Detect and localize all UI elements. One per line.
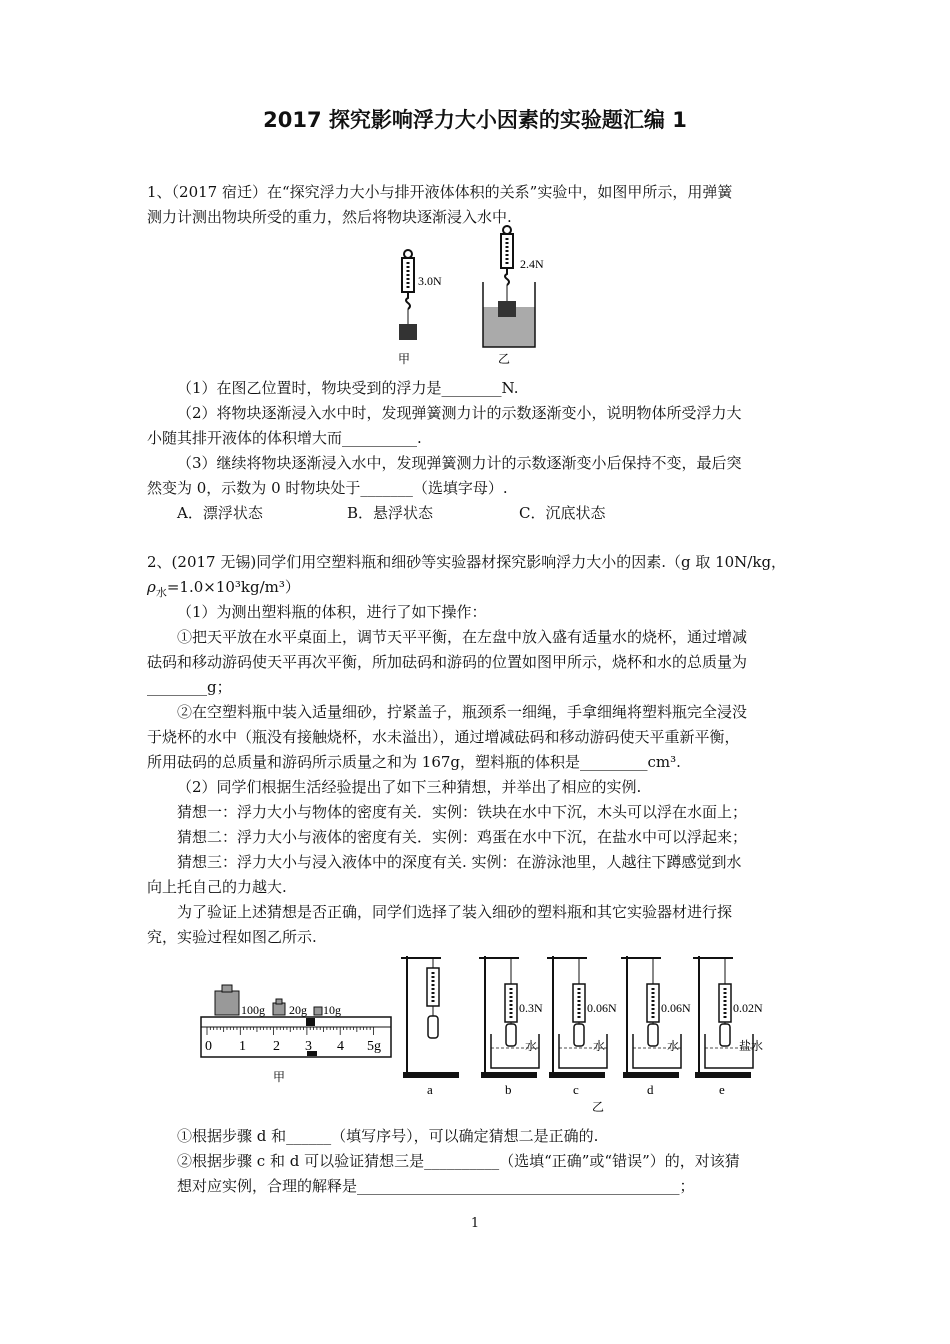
q1-sub1: （1）在图乙位置时，物块受到的浮力是________N.: [177, 379, 519, 397]
q2-line2: [147, 577, 300, 603]
weight-10g: 10g: [323, 1003, 341, 1017]
bottle: [428, 1016, 438, 1038]
spring-scale-yi: [483, 226, 535, 347]
reading-b: 0.3N: [519, 1001, 543, 1015]
setup-d: [621, 956, 691, 1097]
liquid-b: 水: [525, 1039, 538, 1053]
experiment-figure: [395, 948, 795, 1118]
bottle: [574, 1024, 584, 1046]
balance-ticks: [207, 1027, 374, 1035]
setup-b: [479, 956, 543, 1097]
label-c: c: [573, 1082, 579, 1097]
page-number: 1: [470, 1216, 480, 1231]
q2-line1: 2、(2017 无锡)同学们用空塑料瓶和细砂等实验器材探究影响浮力大小的因素.（g 取 10N/kg，: [147, 553, 787, 571]
q2-p3b: 于烧杯的水中（瓶没有接触烧杯，水未溢出），通过增减砝码和移动游码使天平重新平衡，: [147, 728, 740, 746]
balance-caption: 甲: [273, 1070, 286, 1084]
q1-jia-reading: 3.0N: [418, 274, 442, 288]
liquid-d: 水: [667, 1039, 680, 1053]
q1-option-c: C．沉底状态: [519, 504, 606, 522]
reading-d: 0.06N: [661, 1001, 691, 1015]
label-e: e: [719, 1082, 725, 1097]
q2-p3c: 所用砝码的总质量和游码所示质量之和为 167g，塑料瓶的体积是_________cm³.: [147, 753, 681, 771]
scale-0: 0: [205, 1039, 212, 1054]
q1-yi-caption: 乙: [498, 352, 511, 366]
q1-yi-reading: 2.4N: [520, 257, 544, 271]
q2-p7a: 猜想三：浮力大小与浸入液体中的深度有关. 实例：在游泳池里，人越往下蹲感觉到水: [177, 853, 742, 871]
label-d: d: [647, 1082, 654, 1097]
label-b: b: [505, 1082, 512, 1097]
q1-sub2b: 小随其排开液体的体积增大而__________.: [147, 429, 422, 447]
q1-option-a: A．漂浮状态: [177, 504, 263, 522]
reading-c: 0.06N: [587, 1001, 617, 1015]
q1-figure: [380, 222, 580, 372]
q2-line2-rest: =1.0×10³kg/m³）: [166, 578, 300, 596]
stand-base: [403, 1072, 459, 1078]
stand-base: [481, 1072, 537, 1078]
q1-line2: 测力计测出物块所受的重力，然后将物块逐渐浸入水中.: [147, 208, 512, 226]
rider: [306, 1018, 315, 1026]
label-a: a: [427, 1082, 433, 1097]
bottle: [648, 1024, 658, 1046]
liquid-c: 水: [593, 1039, 606, 1053]
spring-scale-jia: [399, 250, 417, 340]
scale-5g: 5g: [367, 1039, 381, 1054]
weight-100g: 100g: [241, 1003, 265, 1017]
q1-jia-caption: 甲: [398, 352, 411, 366]
balance-figure: [195, 975, 400, 1090]
q2-p8b: 究，实验过程如图乙所示.: [147, 928, 317, 946]
experiment-caption: 乙: [592, 1100, 605, 1114]
stand-base: [623, 1072, 679, 1078]
stand-base: [549, 1072, 605, 1078]
stand-base: [695, 1072, 751, 1078]
q2-p5: 猜想一：浮力大小与物体的密度有关．实例：铁块在水中下沉，木头可以浮在水面上；: [177, 803, 748, 821]
q1-sub3b: 然变为 0，示数为 0 时物块处于_______（选填字母）.: [147, 479, 508, 497]
bottle: [720, 1024, 730, 1046]
page-title: 2017 探究影响浮力大小因素的实验题汇编 1: [263, 108, 687, 132]
q1-line1: 1、（2017 宿迁）在“探究浮力大小与排开液体体积的关系”实验中，如图甲所示，用弹簧: [147, 183, 733, 201]
q2-p7b: 向上托自己的力越大.: [147, 878, 287, 896]
liquid-e: 盐水: [739, 1039, 764, 1053]
q2-s2a: ②根据步骤 c 和 d 可以验证猜想三是__________（选填“正确”或“错误”）的，对该猜: [177, 1152, 740, 1170]
q2-p2c: ________g；: [147, 678, 232, 696]
setup-a: [401, 956, 459, 1097]
q2-p8a: 为了验证上述猜想是否正确，同学们选择了装入细砂的塑料瓶和其它实验器材进行探: [177, 903, 733, 921]
q2-p1: （1）为测出塑料瓶的体积，进行了如下操作：: [177, 603, 487, 621]
q1-sub2a: （2）将物块逐渐浸入水中时，发现弹簧测力计的示数逐渐变小，说明物体所受浮力大: [177, 404, 742, 422]
bottle: [506, 1024, 516, 1046]
q2-s2b: 想对应实例，合理的解释是___________________________________________；: [177, 1177, 695, 1195]
q2-p2b: 砝码和移动游码使天平再次平衡，所加砝码和游码的位置如图甲所示，烧杯和水的总质量为: [147, 653, 748, 671]
q1-sub3a: （3）继续将物块逐渐浸入水中，发现弹簧测力计的示数逐渐变小后保持不变，最后突: [177, 454, 742, 472]
q2-p4: （2）同学们根据生活经验提出了如下三种猜想，并举出了相应的实例.: [177, 778, 642, 796]
scale-4: 4: [337, 1039, 344, 1054]
rho-subscript: 水: [155, 586, 167, 599]
setup-e: [693, 956, 763, 1097]
weight-20g: 20g: [289, 1003, 307, 1017]
scale-3: 3: [305, 1039, 312, 1054]
q2-s1: ①根据步骤 d 和______（填写序号），可以确定猜想二是正确的.: [177, 1127, 599, 1145]
q2-p2a: ①把天平放在水平桌面上，调节天平平衡，在左盘中放入盛有适量水的烧杯，通过增减: [177, 628, 748, 646]
scale-2: 2: [273, 1039, 280, 1054]
rho-symbol: ρ: [147, 578, 156, 596]
q2-p6: 猜想二：浮力大小与液体的密度有关．实例：鸡蛋在水中下沉，在盐水中可以浮起来；: [177, 828, 748, 846]
q1-option-b: B．悬浮状态: [347, 504, 434, 522]
q2-p3a: ②在空塑料瓶中装入适量细砂，拧紧盖子，瓶颈系一细绳，手拿细绳将塑料瓶完全浸没: [177, 703, 748, 721]
setup-c: [547, 956, 617, 1097]
scale-1: 1: [239, 1039, 246, 1054]
reading-e: 0.02N: [733, 1001, 763, 1015]
